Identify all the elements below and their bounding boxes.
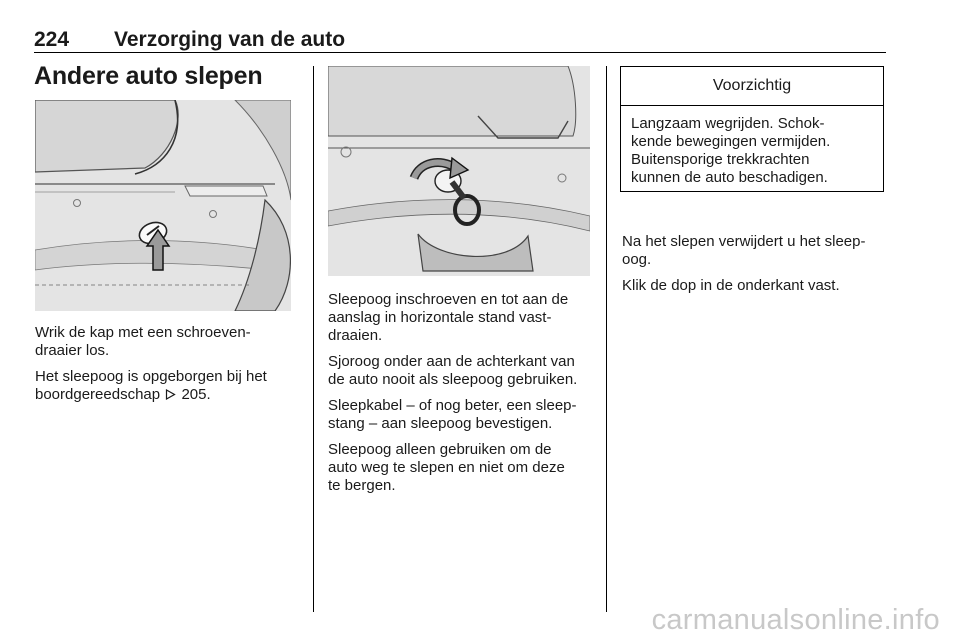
- section-title: Andere auto slepen: [34, 62, 263, 90]
- illustration-towing-eye: [328, 66, 590, 276]
- paragraph: [622, 233, 890, 269]
- paragraph: [328, 291, 598, 345]
- column-divider-1: [313, 66, 314, 612]
- caution-box: [620, 66, 884, 192]
- illustration-bumper-cover: [35, 100, 291, 311]
- header-title: Verzorging van de auto: [114, 28, 346, 51]
- page-reference[interactable]: 205.: [181, 386, 211, 403]
- text-line: te bergen.: [328, 477, 396, 494]
- paragraph: [328, 353, 598, 389]
- text-line: Sleepoog alleen gebruiken om de: [328, 441, 552, 458]
- paragraph: [328, 441, 598, 495]
- text-line: kende bewegingen vermijden.: [631, 133, 831, 150]
- paragraph: [35, 368, 305, 404]
- text-line: draaier los.: [35, 342, 110, 359]
- page-header: [34, 26, 886, 53]
- text-line: auto weg te slepen en niet om deze: [328, 459, 565, 476]
- column-1-text: [35, 324, 305, 412]
- text-line: Sleepkabel – of nog beter, een sleep-: [328, 397, 577, 414]
- paragraph: [35, 324, 305, 360]
- text-line: stang – aan sleepoog bevestigen.: [328, 415, 553, 432]
- text-line: Klik de dop in de onderkant vast.: [622, 277, 840, 294]
- text-line: kunnen de auto beschadigen.: [631, 169, 828, 186]
- text-line: Na het slepen verwijdert u het sleep-: [622, 233, 866, 250]
- text-line: [35, 386, 305, 404]
- text-line: Het sleepoog is opgeborgen bij het: [35, 368, 267, 385]
- text-line: aanslag in horizontale stand vast-: [328, 309, 552, 326]
- text-line: Sleepoog inschroeven en tot aan de: [328, 291, 569, 308]
- text-line: Wrik de kap met een schroeven-: [35, 324, 251, 341]
- paragraph: [622, 277, 890, 295]
- column-divider-2: [606, 66, 607, 612]
- text-line: oog.: [622, 251, 652, 268]
- text-line: de auto nooit als sleepoog gebruiken.: [328, 371, 578, 388]
- caution-body: [621, 106, 883, 187]
- paragraph: [328, 397, 598, 433]
- text-line: draaien.: [328, 327, 383, 344]
- caution-heading: Voorzichtig: [621, 67, 883, 106]
- text-line: Sjoroog onder aan de achterkant van: [328, 353, 575, 370]
- text-line: Langzaam wegrijden. Schok-: [631, 115, 825, 132]
- text-line: Buitensporige trekkrachten: [631, 151, 810, 168]
- column-2-text: [328, 291, 598, 503]
- watermark: carmanualsonline.info: [651, 604, 940, 636]
- page-number: 224: [34, 28, 70, 51]
- column-3-text: [622, 233, 890, 303]
- text-fragment: boordgereedschap: [35, 386, 161, 403]
- triangle-arrow-icon: [165, 389, 176, 400]
